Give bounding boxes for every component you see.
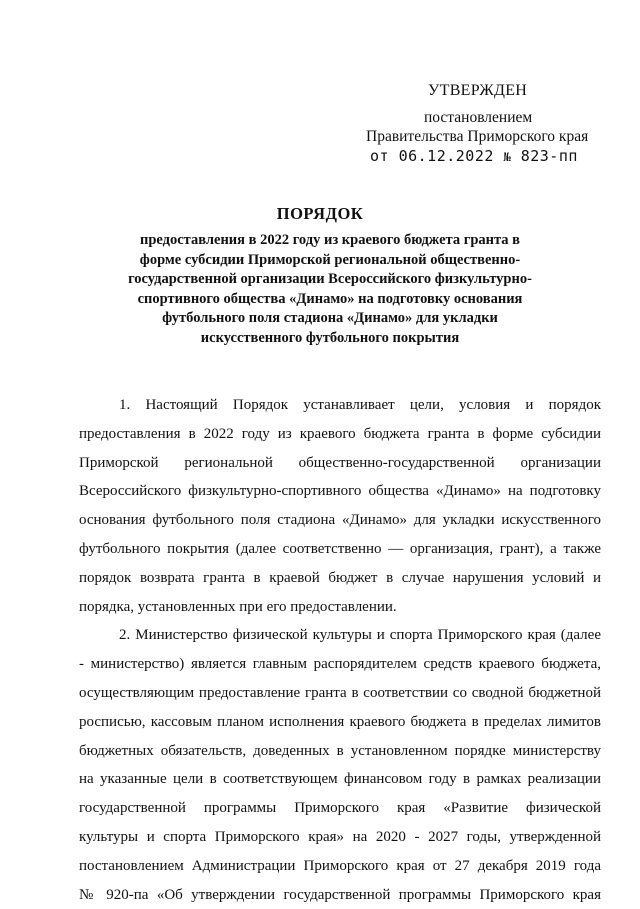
paragraph-2-line: государственной программы Приморского края «Развитие физической <box>79 800 601 817</box>
paragraph-1-line: Всероссийского физкультурно-спортивного общества «Динамо» на подготовку <box>79 483 601 500</box>
document-body <box>79 391 601 909</box>
paragraph-2-line: постановлением Администрации Приморского края от 27 декабря 2019 года <box>79 857 601 874</box>
subtitle-line: искусственного футбольного покрытия <box>200 329 460 346</box>
subtitle-line: футбольного поля стадиона «Динамо» для укладки <box>162 310 498 327</box>
approval-line-1: постановлением <box>424 109 533 126</box>
paragraph-2-line: осуществляющим предоставление гранта в соответствии со сводной бюджетной <box>79 684 601 701</box>
paragraph-2-line: культуры и спорта Приморского края» на 2020 - 2027 годы, утвержденной <box>79 828 601 845</box>
paragraph-1-line: футбольного покрытия (далее соответственно — организация, грант), а также <box>79 540 601 557</box>
subtitle-line: государственной организации Всероссийского физкультурно- <box>128 271 532 288</box>
paragraph-2-line: бюджетных обязательств, доведенных в установленном порядке министерству <box>79 742 601 759</box>
approval-number: 823-пп <box>520 147 578 165</box>
approval-heading: УТВЕРЖДЕН <box>428 82 528 99</box>
paragraph-1-line: Приморской региональной общественно-государственной организации <box>79 454 601 471</box>
paragraph-2-line: № 920-па «Об утверждении государственной программы Приморского края <box>79 886 601 903</box>
paragraph-2-line: на указанные цели в соответствующем финансовом году в рамках реализации <box>79 771 601 788</box>
approval-line-2: Правительства Приморского края <box>366 128 589 145</box>
paragraph-2-line: росписью, кассовым планом исполнения краевого бюджета в пределах лимитов <box>79 713 601 730</box>
paragraph-1-line: предоставления в 2022 году из краевого бюджета гранта в форме субсидии <box>79 425 601 442</box>
document-subtitle <box>120 231 540 349</box>
paragraph-2-line: 2. Министерство физической культуры и спорта Приморского края (далее <box>119 627 601 644</box>
subtitle-line: предоставления в 2022 году из краевого бюджета гранта в <box>140 232 520 248</box>
paragraph-1-line: основания футбольного поля стадиона «Динамо» для укладки искусственного <box>79 512 601 529</box>
approval-number-mark: № <box>503 150 512 164</box>
approval-date-number <box>370 147 578 165</box>
subtitle-line: форме субсидии Приморской региональной общественно- <box>139 251 521 268</box>
document-title: ПОРЯДОК <box>276 204 364 223</box>
paragraph-1-line: порядка, установленных при его предоставлении. <box>79 598 397 615</box>
approval-date-prefix: от <box>370 147 390 165</box>
paragraph-1-line: 1. Настоящий Порядок устанавливает цели, условия и порядок <box>119 397 601 413</box>
paragraph-1-line: порядок возврата гранта в краевой бюджет в случае нарушения условий и <box>79 569 601 586</box>
approval-date: 06.12.2022 <box>398 147 494 165</box>
paragraph-2-line: - министерство) является главным распорядителем средств краевого бюджета, <box>79 656 601 673</box>
subtitle-line: спортивного общества «Динамо» на подготовку основания <box>137 290 523 307</box>
